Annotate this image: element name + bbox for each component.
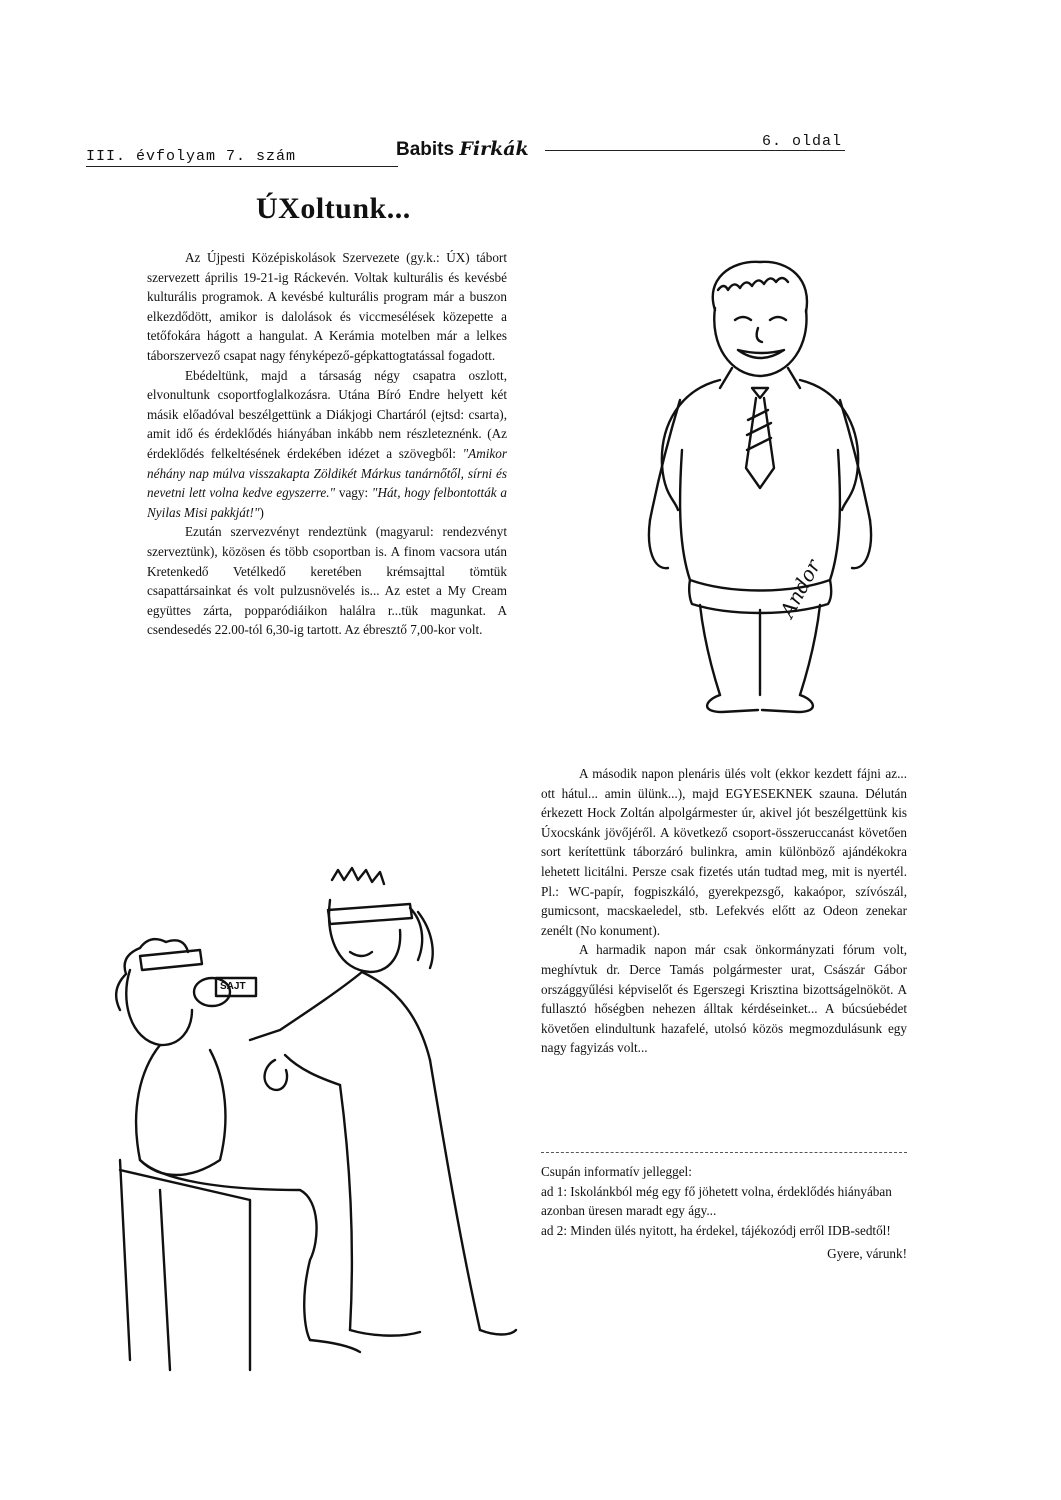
masthead-main: Babits	[396, 139, 455, 160]
blindfold-standing	[328, 904, 412, 924]
nose	[757, 328, 762, 342]
paragraph-3: Ezután szervezvényt rendeztünk (magyarul: rendezvényt szerveztünk), közösen és több csoportban is. A finom vacsora után Kretenkedő Vetélkedő keretében krémsajttal tömtük csapattársainkat és volt pulzusnövelés is... Az estet a My Cream együttes zárta, popparódiáikon halálra r...tük magunkat. A csendesedés 22.00-tól 6,30-ig tartott. Az ébresztő 7,00-kor volt.	[147, 524, 507, 638]
left-column	[147, 248, 507, 640]
masthead-script: Firkák	[459, 138, 529, 160]
standing-arm-reach	[250, 972, 362, 1040]
quote-close: )	[259, 504, 264, 520]
paragraph-2-text: Ebédeltünk, majd a társaság négy csapatra oszlott, elvonultunk csoportfoglalkozásra. Utána Bíró Endre helyett két másik előadóval beszélgettünk a Diákjogi Chartáról (ejtsd: csarta), amit idő és érdeklődés hiányában inkább nem részleteznénk. (Az érdeklődés felkeltésének érdekében idézet a szövegből:	[147, 367, 507, 461]
artist-signature: Andor	[775, 555, 826, 622]
eyes	[735, 317, 786, 320]
issue-label: III. évfolyam 7. szám	[86, 148, 297, 165]
note-1: ad 1: Iskolánkból még egy fő jöhetett volna, érdeklődés hiányában azonban üresen maradt egy ágy...	[541, 1183, 892, 1219]
notes-heading: Csupán informatív jelleggel:	[541, 1164, 692, 1179]
header-rule-left	[86, 166, 398, 167]
info-notes	[541, 1162, 907, 1264]
masthead	[396, 138, 529, 161]
dashed-divider	[541, 1152, 907, 1153]
header-rule-right	[545, 150, 845, 151]
blindfold-sitting	[140, 950, 202, 970]
quote-1: "Amikor néhány nap múlva visszakapta Zöldikét Márkus tanárnőtől, sírni és nevetni lett volna kedve egyszerre."	[147, 445, 507, 501]
standing-man-illustration	[620, 250, 880, 720]
sitting-head	[126, 970, 192, 1045]
legs	[700, 605, 820, 695]
paragraph-4: A második napon plenáris ülés volt (ekkor kezdett fájni az... ott hátul... amin ülünk...), majd EGYESEKNEK szauna. Délután érkezett Hock Zoltán alpolgármester úr, akivel jót beszélgettünk kis Úxocskánk jövőjéről. A következő csoport-összeruccanást követően sort kerítettünk táborzáró bulinkra, amin különböző ajándékokra lehetett licitálni. Persze csak fizetés után tudtad meg, mit is nyertél. Pl.: WC-papír, fogpiszkáló, gyerekpezsgő, kakaópor, szívószál, gumicsont, macskaeledel, stb. Lefekvés előtt az Odeon zenekar zenélt (No konument).	[541, 766, 907, 938]
sitting-torso	[136, 1045, 225, 1175]
cartoon-label: SAJT	[220, 981, 246, 992]
blindfold-tails	[410, 908, 433, 968]
standing-smile	[350, 952, 372, 956]
standing-back	[362, 972, 430, 1060]
shoulders	[662, 380, 858, 510]
paragraph-2	[147, 366, 507, 523]
standing-legs	[340, 1060, 480, 1330]
right-column	[541, 764, 907, 1058]
chair	[120, 1160, 250, 1370]
paragraph-5: A harmadik napon már csak önkormányzati fórum volt, meghívtuk dr. Derce Tamás polgármester urat, Császár Gábor országgyűlési képviselőt és Egerszegi Krisztina bizottságelnököt. A fullasztó hőségben nehezen álltak kérdéseinket... A búcsúebédet követően elindultunk hazafelé, utolsó közös megmozdulásunk egy nagy fagyizás volt...	[541, 942, 907, 1056]
hair-curls	[718, 278, 788, 290]
notes-sign: Gyere, várunk!	[827, 1246, 907, 1262]
arms-outer	[650, 400, 870, 520]
standing-arm-lower	[285, 1055, 340, 1085]
smile	[738, 350, 784, 358]
collar	[720, 368, 800, 388]
standing-fist	[265, 1060, 287, 1090]
article-title: ÚXoltunk...	[256, 192, 411, 225]
feet	[707, 695, 813, 712]
sitting-foot	[310, 1340, 360, 1352]
page-number: 6. oldal	[762, 133, 843, 150]
paragraph-1: Az Újpesti Középiskolások Szervezete (gy.k.: ÚX) tábort szervezett április 19-21-ig Ráckevén. Voltak kulturális és kevésbé kulturális programok. A kevésbé kulturális program már a buszon elkezdődött, amikor is dalolások és viccmesélések közepette a tetőfokára hágott a hangulat. A Kerámia motelben már a lelkes táborszervező csapat nagy fényképező-gépkattogtatással fogadott.	[147, 250, 507, 363]
standing-feet	[350, 1330, 516, 1336]
standing-head	[329, 900, 400, 972]
quote-connector: vagy:	[335, 485, 372, 501]
quote-2: "Hát, hogy felbontották a Nyilas Misi pakkját!"	[147, 485, 507, 520]
note-2: ad 2: Minden ülés nyitott, ha érdekel, tájékozódj erről IDB-sedtől!	[541, 1222, 891, 1238]
standing-hair	[332, 868, 384, 884]
feeding-cartoon-illustration	[100, 860, 520, 1380]
